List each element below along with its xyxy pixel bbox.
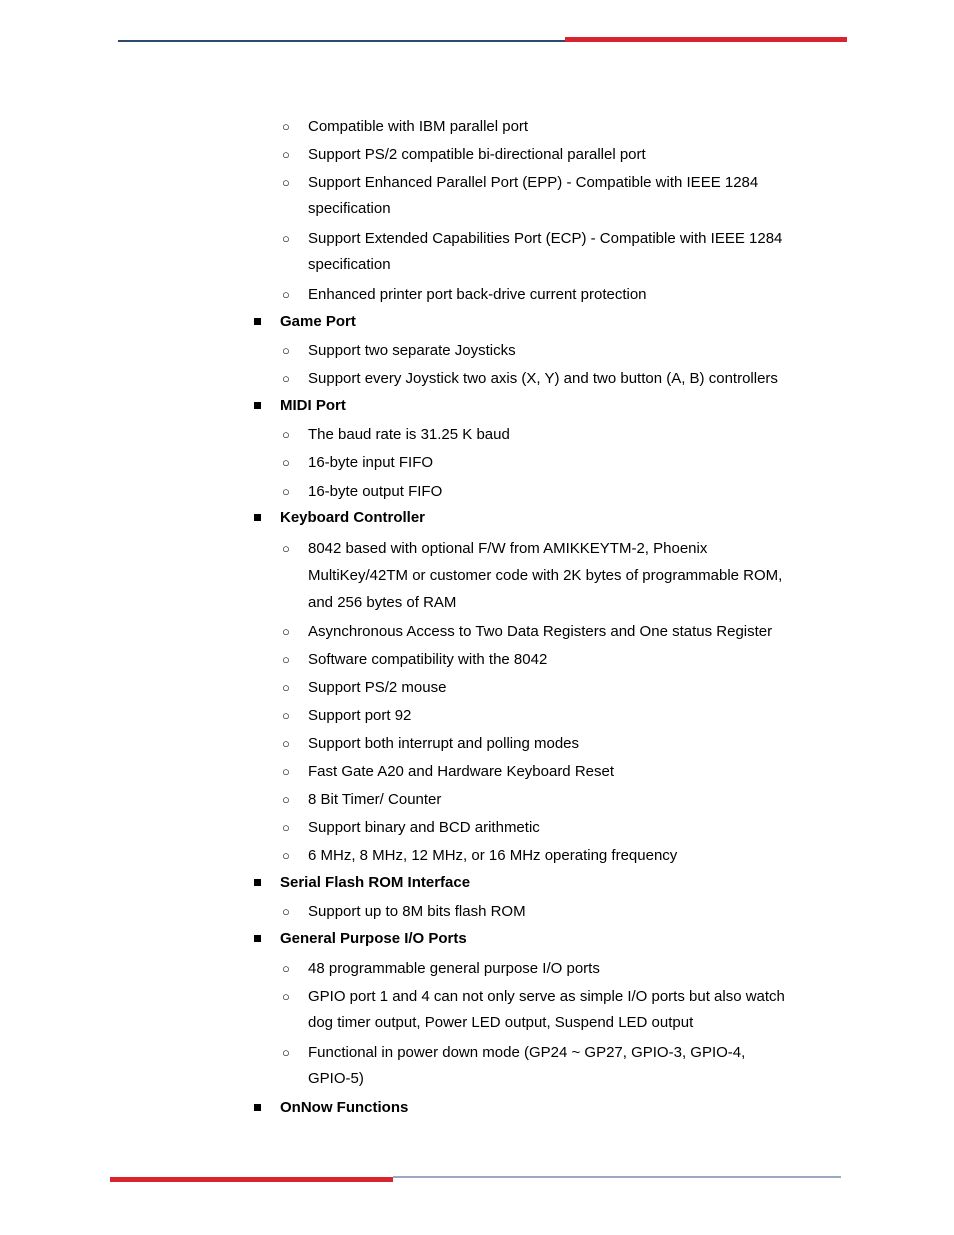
list-item <box>282 619 773 645</box>
square-bullet-icon <box>254 935 261 942</box>
square-bullet-icon <box>254 402 261 409</box>
square-bullet-icon <box>254 318 261 325</box>
circle-bullet-icon: ○ <box>282 484 290 499</box>
section-heading-text: Keyboard Controller <box>280 509 426 526</box>
list-item-text: 16-byte output FIFO <box>308 483 443 500</box>
circle-bullet-icon: ○ <box>282 848 290 863</box>
list-item-text: 8042 based with optional F/W from AMIKKEYTM-2, Phoenix <box>308 540 708 557</box>
list-item-text: Support two separate Joysticks <box>308 342 516 359</box>
section-heading-text: MIDI Port <box>280 397 346 414</box>
section-heading-text: OnNow Functions <box>280 1099 409 1116</box>
list-item <box>282 815 540 841</box>
circle-bullet-icon: ○ <box>282 1045 290 1060</box>
footer-rule-red <box>110 1177 393 1182</box>
circle-bullet-icon: ○ <box>282 541 290 556</box>
list-item <box>282 956 600 982</box>
square-bullet-icon <box>254 514 261 521</box>
list-item-text: 48 programmable general purpose I/O ports <box>308 960 600 977</box>
circle-bullet-icon: ○ <box>282 175 290 190</box>
list-item <box>282 535 783 616</box>
list-item-text: Support binary and BCD arithmetic <box>308 819 540 836</box>
circle-bullet-icon: ○ <box>282 736 290 751</box>
list-item <box>282 675 447 701</box>
section-heading <box>280 926 467 952</box>
circle-bullet-icon: ○ <box>282 989 290 1004</box>
section-heading <box>280 505 425 531</box>
list-item <box>282 422 510 448</box>
list-item-text: Support both interrupt and polling modes <box>308 735 580 752</box>
list-item <box>282 226 783 278</box>
circle-bullet-icon: ○ <box>282 764 290 779</box>
list-item-text: The baud rate is 31.25 K baud <box>308 426 510 443</box>
section-heading-text: General Purpose I/O Ports <box>280 930 467 947</box>
list-item-text: Compatible with IBM parallel port <box>308 118 529 135</box>
list-item-text: MultiKey/42TM or customer code with 2K bytes of programmable ROM, <box>308 567 783 584</box>
list-item <box>282 647 548 673</box>
list-item-text: Support PS/2 mouse <box>308 679 447 696</box>
circle-bullet-icon: ○ <box>282 371 290 386</box>
list-item <box>282 703 412 729</box>
circle-bullet-icon: ○ <box>282 147 290 162</box>
circle-bullet-icon: ○ <box>282 792 290 807</box>
circle-bullet-icon: ○ <box>282 427 290 442</box>
section-heading-text: Game Port <box>280 313 356 330</box>
list-item-text: Support up to 8M bits flash ROM <box>308 903 526 920</box>
section-heading-text: Serial Flash ROM Interface <box>280 874 471 891</box>
list-item <box>282 450 434 476</box>
list-item-text: Support port 92 <box>308 707 412 724</box>
list-item-text: dog timer output, Power LED output, Suspend LED output <box>308 1014 694 1031</box>
list-item-text: Support Enhanced Parallel Port (EPP) - Compatible with IEEE 1284 <box>308 174 759 191</box>
list-item-text: 16-byte input FIFO <box>308 454 434 471</box>
list-item <box>282 731 580 757</box>
list-item <box>282 282 647 308</box>
section-heading <box>280 393 346 419</box>
list-item-text: Functional in power down mode (GP24 ~ GP27, GPIO-3, GPIO-4, <box>308 1044 746 1061</box>
circle-bullet-icon: ○ <box>282 231 290 246</box>
circle-bullet-icon: ○ <box>282 455 290 470</box>
circle-bullet-icon: ○ <box>282 343 290 358</box>
circle-bullet-icon: ○ <box>282 904 290 919</box>
list-item-text: Asynchronous Access to Two Data Registers and One status Register <box>308 623 773 640</box>
list-item <box>282 1040 746 1092</box>
section-heading <box>280 1095 408 1121</box>
list-item-text: 8 Bit Timer/ Counter <box>308 791 442 808</box>
square-bullet-icon <box>254 879 261 886</box>
list-item <box>282 366 778 392</box>
list-item <box>282 984 785 1036</box>
list-item <box>282 843 678 869</box>
section-heading <box>280 309 356 335</box>
footer-rule-blue <box>393 1176 841 1178</box>
list-item-text: Support every Joystick two axis (X, Y) and two button (A, B) controllers <box>308 370 778 387</box>
section-heading <box>280 870 470 896</box>
list-item-text: Software compatibility with the 8042 <box>308 651 548 668</box>
list-item-text: GPIO-5) <box>308 1070 364 1087</box>
list-item-text: and 256 bytes of RAM <box>308 594 457 611</box>
circle-bullet-icon: ○ <box>282 680 290 695</box>
list-item-text: GPIO port 1 and 4 can not only serve as simple I/O ports but also watch <box>308 988 785 1005</box>
circle-bullet-icon: ○ <box>282 624 290 639</box>
list-item <box>282 787 442 813</box>
list-item <box>282 899 526 925</box>
circle-bullet-icon: ○ <box>282 119 290 134</box>
list-item <box>282 479 443 505</box>
circle-bullet-icon: ○ <box>282 652 290 667</box>
circle-bullet-icon: ○ <box>282 820 290 835</box>
list-item-text: 6 MHz, 8 MHz, 12 MHz, or 16 MHz operating frequency <box>308 847 678 864</box>
list-item-text: Support Extended Capabilities Port (ECP) - Compatible with IEEE 1284 <box>308 230 783 247</box>
circle-bullet-icon: ○ <box>282 287 290 302</box>
list-item-text: specification <box>308 256 391 273</box>
list-item-text: Enhanced printer port back-drive current protection <box>308 286 647 303</box>
list-item <box>282 759 615 785</box>
list-item <box>282 114 529 140</box>
list-item-text: Fast Gate A20 and Hardware Keyboard Reset <box>308 763 615 780</box>
square-bullet-icon <box>254 1104 261 1111</box>
circle-bullet-icon: ○ <box>282 961 290 976</box>
list-item <box>282 142 646 168</box>
list-item <box>282 338 516 364</box>
circle-bullet-icon: ○ <box>282 708 290 723</box>
list-item <box>282 170 759 222</box>
list-item-text: specification <box>308 200 391 217</box>
list-item-text: Support PS/2 compatible bi-directional parallel port <box>308 146 646 163</box>
